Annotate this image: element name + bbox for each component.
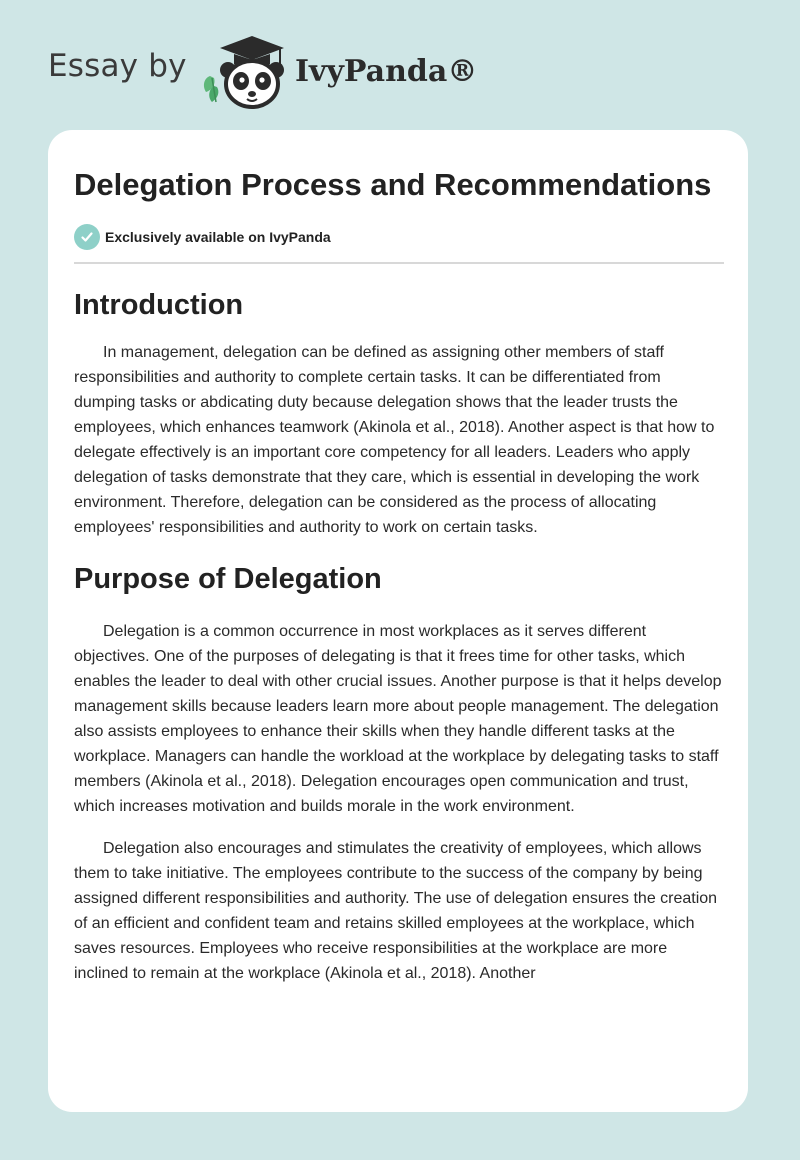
essay-card [48,130,748,1112]
panda-face-icon [220,61,284,107]
title-divider [74,262,724,264]
essay-by-label: Essay by [48,48,187,84]
exclusive-badge-text: Exclusively available on IvyPanda [105,229,331,245]
check-circle-icon [74,224,100,250]
paragraph: Delegation is a common occurrence in most workplaces as it serves different objectives. One of the purposes of delegating is that it frees time for other tasks, which enables the leader to deal with other crucial issues. Another purpose is that it helps develop management skills because leaders learn more about people management. The delegation also assists employees to enhance their skills when they handle different tasks at the workplace. Managers can handle the workload at the workplace by delegating tasks to staff members (Akinola et al., 2018). Delegation encourages open communication and trust, which increases motivation and builds morale in the work environment. [74,623,722,815]
paragraph: In management, delegation can be defined as assigning other members of staff responsibilities and authority to complete certain tasks. It can be differentiated from dumping tasks or abdicating duty because delegation shows that the leader trusts the employees, which enhances teamwork (Akinola et al., 2018). Another aspect is that how to delegate effectively is an important core competency for all leaders. Leaders who apply delegation of tasks demonstrate that they care, which is essential in developing the work environment. Therefore, delegation can be considered as the process of allocating employees' responsibilities and authority to work on certain tasks. [74,344,715,536]
section-heading: Introduction [74,289,244,321]
section-introduction [74,287,724,540]
section-purpose-of-delegation [74,561,724,986]
essay-title: Delegation Process and Recommendations [74,167,712,202]
exclusive-badge [74,224,724,250]
ivy-leaf-icon [204,76,218,102]
essay-content [74,164,724,986]
site-header [48,30,508,110]
ivypanda-brand-name[interactable]: IvyPanda® [295,54,478,89]
section-heading: Purpose of Delegation [74,563,382,595]
paragraph: Delegation also encourages and stimulates the creativity of employees, which allows them to take initiative. The employees contribute to the success of the company by being assigned different responsibilities and authority. The use of delegation ensures the creation of an efficient and confident team and retains skilled employees at the workplace, which saves resources. Employees who receive responsibilities at the workplace are more inclined to remain at the workplace (Akinola et al., 2018). Another [74,840,718,982]
ivypanda-logo-icon[interactable] [200,32,292,110]
